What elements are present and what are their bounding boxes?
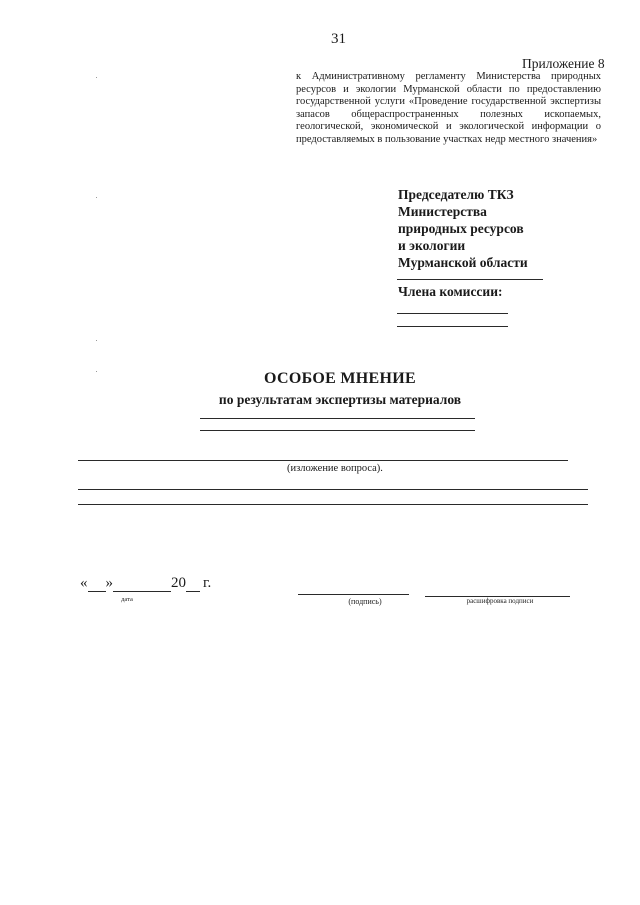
document-subtitle: по результатам экспертизы материалов — [218, 392, 462, 407]
year-suffix: г. — [203, 575, 212, 591]
page-number: 31 — [331, 31, 346, 47]
month-blank — [113, 576, 171, 592]
signature-decode-caption: расшифровка подписи — [466, 597, 534, 605]
text-blank-line-2 — [78, 504, 588, 505]
year-prefix: 20 — [171, 575, 186, 591]
addressee-line: и экологии — [398, 238, 466, 253]
document-title: ОСОБОЕ МНЕНИЕ — [264, 370, 416, 387]
member-blank-line-1 — [397, 313, 508, 314]
addressee-line: Председателю ТКЗ — [398, 187, 514, 202]
text-blank-line-1 — [78, 489, 588, 490]
date-row — [80, 575, 211, 592]
addressee-block — [398, 186, 528, 271]
members-label: Члена комиссии: — [398, 284, 503, 299]
date-close-quote: » — [105, 575, 113, 591]
date-caption: дата — [121, 596, 133, 603]
date-open-quote: « — [80, 575, 88, 591]
signature-blank-line — [298, 594, 409, 595]
question-blank-line — [78, 460, 568, 461]
materials-blank-line-2 — [200, 430, 475, 431]
scan-speck — [96, 77, 97, 78]
appendix-description: к Административному регламенту Министерства природных ресурсов и экологии Мурманской области по предоставлению государственной услуги «Проведение государственной экспертизы запасов общераспространенных полезных ископаемых, геологической, экономической и экологической информации о предоставляемых в пользование участках недр местного значения» — [296, 71, 601, 145]
year-blank — [186, 576, 200, 592]
addressee-line: Министерства — [398, 204, 487, 219]
scan-speck — [96, 340, 97, 341]
scan-speck — [96, 371, 97, 372]
signature-caption: (подпись) — [348, 597, 382, 606]
addressee-line: Мурманской области — [398, 255, 528, 270]
addressee-blank-line — [397, 279, 543, 280]
scan-speck — [96, 197, 97, 198]
appendix-title: Приложение 8 — [522, 56, 605, 71]
day-blank — [88, 576, 106, 592]
addressee-line: природных ресурсов — [398, 221, 524, 236]
question-caption: (изложение вопроса). — [287, 463, 383, 474]
member-blank-line-2 — [397, 326, 508, 327]
materials-blank-line-1 — [200, 418, 475, 419]
